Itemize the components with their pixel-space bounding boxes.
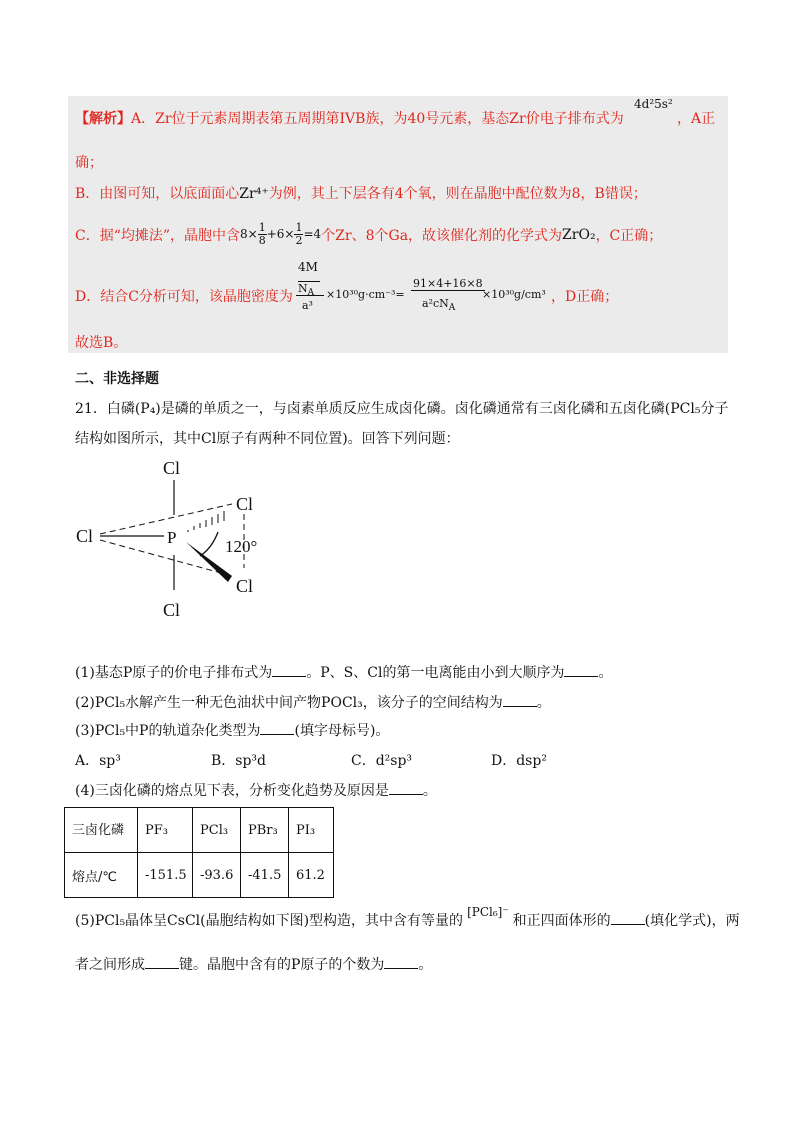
q5-line-1: (5)PCl₅晶体呈CsCl(晶胞结构如下图)型构造，其中含有等量的[PCl₆]⁻和正四面体形的 (填化学式)，两 <box>75 905 740 929</box>
q21-intro-1: 21．白磷(P₄)是磷的单质之一，与卤素单质反应生成卤化磷。卤化磷通常有三卤化磷和五卤化磷(PCl₅分子 <box>75 401 729 417</box>
q2-blank[interactable] <box>503 705 537 707</box>
analysis-a-formula: 4d²5s² <box>634 97 673 111</box>
analysis-a-text: A．Zr位于元素周期表第五周期第IVB族，为40号元素，基态Zr价电子排布式为 <box>131 111 624 127</box>
q1-blank-2[interactable] <box>564 675 598 677</box>
atom-cl-upper-right: Cl <box>236 494 254 514</box>
analysis-c-text2: 个Zr、8个Ga，故该催化剂的化学式为 <box>321 227 563 244</box>
q5-blank-2[interactable] <box>145 967 179 969</box>
atom-cl-bottom: Cl <box>163 600 181 620</box>
table-cell: 61.2 <box>289 853 334 898</box>
analysis-d-den2: $a^2cN_A$ <box>422 297 456 314</box>
q5-line-2: 者之间形成 键。晶胞中含有的P原子的个数为 。 <box>75 957 433 973</box>
analysis-d-text2: ，D正确； <box>551 289 619 305</box>
atom-cl-top: Cl <box>163 458 181 478</box>
q3-blank[interactable] <box>260 733 294 735</box>
table-cell: -151.5 <box>138 853 193 898</box>
analysis-line-c <box>75 222 662 247</box>
q1-line: (1)基态P原子的价电子排布式为 。P、S、Cl的第一电离能由小到大顺序为 。 <box>75 665 613 681</box>
analysis-line-a <box>75 108 624 128</box>
analysis-d-unit1: ×10³⁰g·cm⁻³= <box>326 288 405 301</box>
q4-blank[interactable] <box>389 793 423 795</box>
atom-p-center: P <box>167 528 177 547</box>
q5-blank-1[interactable] <box>611 923 645 925</box>
q3-option-d: D．dsp² <box>491 753 547 769</box>
analysis-a-end: ，A正 <box>677 111 716 127</box>
analysis-a-end2: 确； <box>75 155 103 171</box>
table-cell: -41.5 <box>241 853 289 898</box>
q3-option-a: A．sp³ <box>75 753 121 769</box>
atom-cl-left: Cl <box>76 526 94 546</box>
q5-blank-3[interactable] <box>384 967 418 969</box>
analysis-conclusion: 故选B。 <box>75 335 128 351</box>
q3-option-c: C．d²sp³ <box>351 753 413 769</box>
analysis-tag: 【解析】 <box>75 111 131 127</box>
analysis-b-ion: Zr⁴⁺ <box>239 186 269 202</box>
angle-label: 120° <box>225 537 258 556</box>
q3-option-b: B．sp³d <box>211 753 267 769</box>
bond-hashed-wedge <box>188 511 224 532</box>
table-header-cell: PCl₃ <box>193 808 241 853</box>
q1-blank-1[interactable] <box>272 675 306 677</box>
atom-cl-lower-right: Cl <box>236 576 254 596</box>
q5-ion: [PCl₆]⁻ <box>467 905 509 919</box>
table-row-label: 熔点/℃ <box>65 853 138 898</box>
table-row <box>65 853 334 898</box>
q3-line: (3)PCl₅中P的轨道杂化类型为 (填字母标号)。 <box>75 723 390 739</box>
pcl5-structure-diagram <box>60 450 300 630</box>
analysis-d-top: 4M <box>298 260 318 274</box>
q21-intro-2: 结构如图所示，其中Cl原子有两种不同位置)。回答下列问题： <box>75 431 460 447</box>
analysis-d-unit2: ×10³⁰g/cm³ <box>482 288 546 301</box>
table-header-cell: PI₃ <box>289 808 334 853</box>
q4-line: (4)三卤化磷的熔点见下表，分析变化趋势及原因是 。 <box>75 783 437 799</box>
analysis-d-a3: a³ <box>302 299 313 312</box>
analysis-line-b <box>75 183 647 203</box>
table-header-cell: PF₃ <box>138 808 193 853</box>
analysis-b-text1: B．由图可知，以底面面心 <box>75 186 240 202</box>
analysis-d-text1: D．结合C分析可知，该晶胞密度为 <box>75 289 293 305</box>
analysis-c-expr: 8× $\frac{1}{8}$ +6× $\frac{1}{2}$ =4 <box>240 221 322 247</box>
section-title: 二、非选择题 <box>75 371 159 387</box>
q2-line: (2)PCl₅水解产生一种无色油状中间产物POCl₃，该分子的空间结构为 。 <box>75 695 551 711</box>
table-header-row <box>65 808 334 853</box>
table-header-cell: 三卤化磷 <box>65 808 138 853</box>
analysis-b-text2: 为例，其上下层各有4个氧，则在晶胞中配位数为8，B错误； <box>268 186 647 202</box>
analysis-c-formula: ZrO₂ <box>562 226 596 243</box>
table-header-cell: PBr₃ <box>241 808 289 853</box>
melting-point-table <box>64 807 334 898</box>
analysis-d-inner: $N_A$ <box>298 281 320 295</box>
analysis-c-text3: ，C正确； <box>595 227 663 244</box>
analysis-d-num2: 91×4+16×8 <box>413 277 483 290</box>
angle-arc <box>200 532 218 556</box>
analysis-d-mainbar <box>296 295 324 296</box>
analysis-c-text1: C．据“均摊法”，晶胞中含 <box>75 227 241 244</box>
table-cell: -93.6 <box>193 853 241 898</box>
